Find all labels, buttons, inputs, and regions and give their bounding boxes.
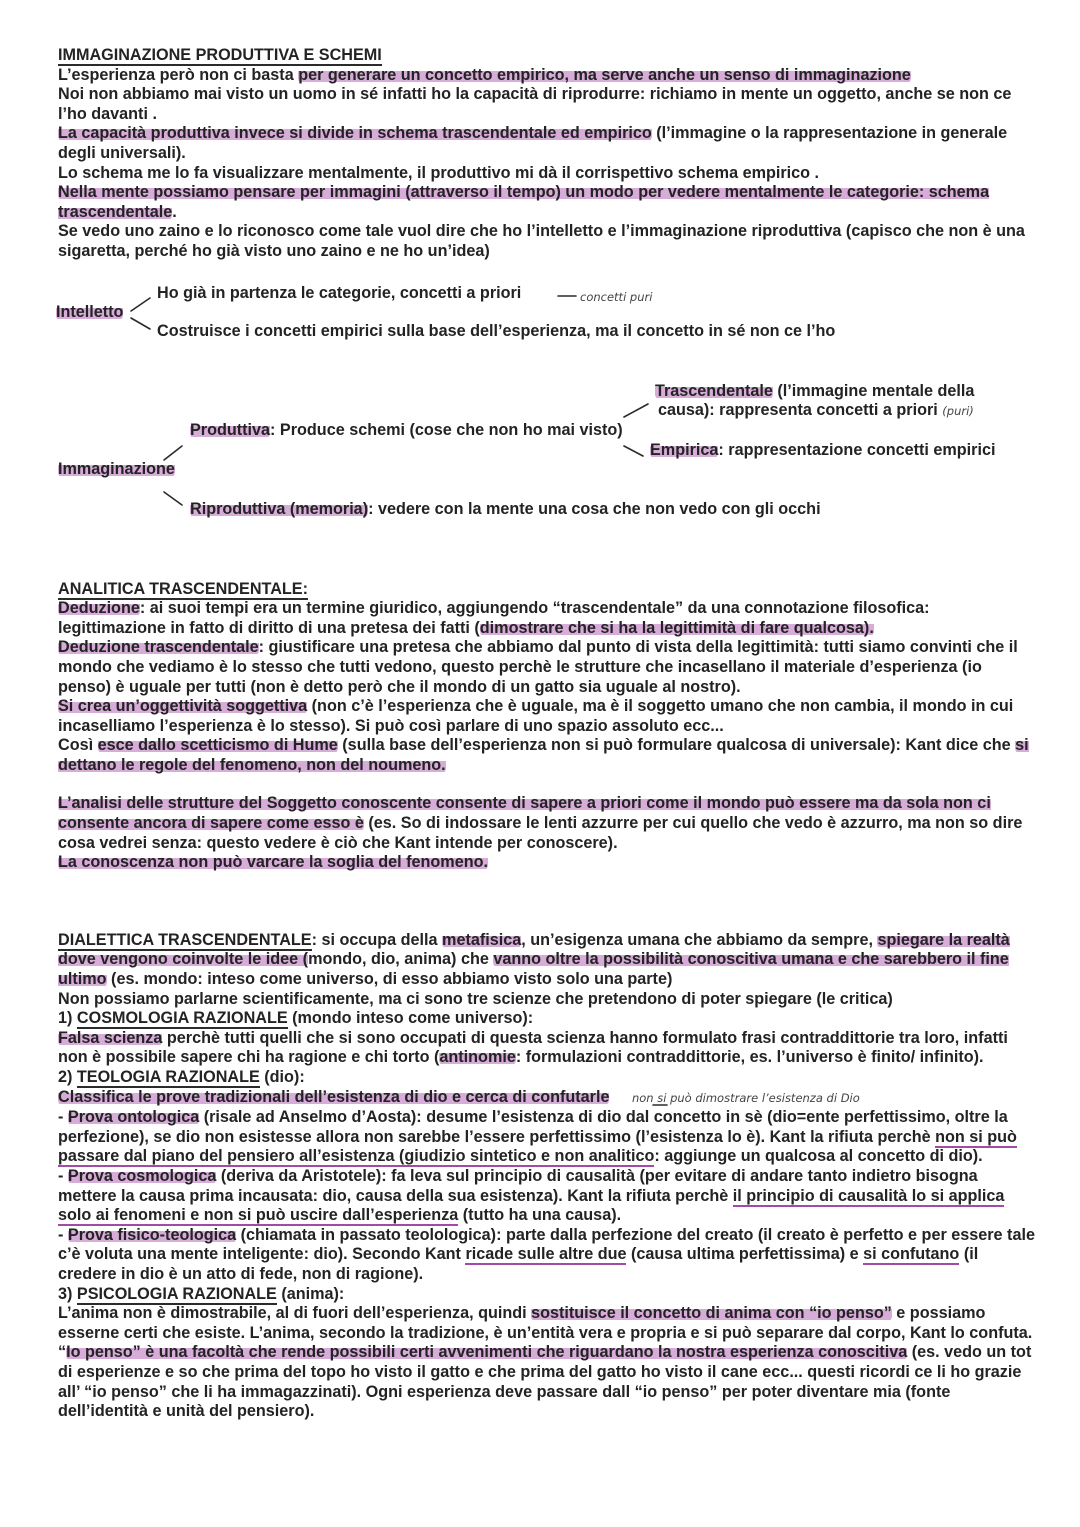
handwritten-note-dio: non si può dimostrare l’esistenza di Dio xyxy=(631,1090,860,1105)
diagram-immaginazione-root: Immaginazione xyxy=(58,460,175,478)
diagram-empirica: Empirica: rappresentazione concetti empirici xyxy=(650,441,996,459)
paragraph: Si crea un’oggettività soggettiva (non c’è l’esperienza che è uguale, ma è il soggetto umano che non cambia, il mondo in cui incaselliamo l’esperienza è lo stesso). Si può così parlare di uno spazio assoluto ecc... xyxy=(58,697,1014,735)
paragraph-prova-ontologica: - Prova ontologica (risale ad Anselmo d’Aosta): desume l’esistenza di dio dal concetto in sè (dio=ente perfettissimo, oltre la perfezione), se dio non esistesse allora non sarebbe l’essere perfettissimo (l’esistenza lo è). Kant la rifiuta perchè non si può passare dal piano del pensiero all’esistenza (giudizio sintetico e non analitico: aggiunge un qualcosa al concetto di dio). xyxy=(58,1108,1017,1166)
paragraph: L’esperienza però non ci basta per generare un concetto empirico, ma serve anche un senso di immaginazione xyxy=(58,65,911,84)
paragraph: La capacità produttiva invece si divide in schema trascendentale ed empirico (l’immagine o la rappresentazione in generale degli universali). xyxy=(58,124,1008,162)
paragraph: La conoscenza non può varcare la soglia del fenomeno. xyxy=(58,853,488,872)
section-title-analitica: ANALITICA TRASCENDENTALE: xyxy=(58,579,308,598)
paragraph: Non possiamo parlarne scientificamente, ma ci sono tre scienze che pretendono di poter spiegare (le critica) xyxy=(58,989,893,1008)
diagram-trascendentale-line-2: causa): rappresenta concetti a priori (puri) xyxy=(658,401,974,419)
paragraph: L’analisi delle strutture del Soggetto conoscente consente di sapere a priori come il mondo può essere ma da sola non ci consente ancora di sapere come esso è (es. So di indossare le lenti azzurre per cui quello che vedo è azzurro, ma non so dire cosa vedrei senza: questo vedere è ciò che Kant intende per conoscere). xyxy=(58,794,1023,852)
paragraph: Se vedo uno zaino e lo riconosco come tale vuol dire che ho l’intelletto e l’immaginazione riproduttiva (capisco che non è una sigaretta, perché ho già visto uno zaino e ne ho un’idea) xyxy=(58,222,1025,260)
diagram-trascendentale: Trascendentale (l’immagine mentale della xyxy=(655,382,975,400)
paragraph: Deduzione trascendentale: giustificare una pretesa che abbiamo dal punto di vista della legittimità: tutti siamo convinti che il mondo che vediamo è lo stesso che tutti vedono, questo perchè le strutture che incasellano il materiale d’esperienza (io penso) è uguale per tutti (non è detto però che il mondo di un gatto sia uguale al nostro). xyxy=(58,638,1018,696)
paragraph-dialettica-intro: DIALETTICA TRASCENDENTALE: si occupa della metafisica, un’esigenza umana che abbiamo da sempre, spiegare la realtà dove vengono coinvolte le idee (mondo, dio, anima) che vanno oltre la possibilità conoscitiva umana e che sarebbero il fine ultimo (es. mondo: inteso come universo, di esso abbiamo visto solo una parte) xyxy=(58,930,1010,989)
paragraph: Deduzione: ai suoi tempi era un termine giuridico, aggiungendo “trascendentale” da una connotazione filosofica: legittimazione in fatto di diritto di una pretesa dei fatti (dimostrare che si ha la legittimità di fare qualcosa). xyxy=(58,599,930,637)
subsection-psicologia: 3) PSICOLOGIA RAZIONALE (anima): xyxy=(58,1284,345,1303)
diagram-produttiva: Produttiva: Produce schemi (cose che non ho mai visto) xyxy=(190,421,623,439)
paragraph: Classifica le prove tradizionali dell’esistenza di dio e cerca di confutarle non si può dimostrare l’esistenza di Dio xyxy=(58,1087,860,1106)
diagram-riproduttiva: Riproduttiva (memoria): vedere con la mente una cosa che non vedo con gli occhi xyxy=(190,500,821,518)
handwritten-note-puri: (puri) xyxy=(942,404,974,418)
paragraph-prova-fisico-teologica: - Prova fisico-teologica (chiamata in passato teolologica): parte dalla perfezione del creato (il creato è perfetto e per essere tale c’è voluta una mente inteligente: dio). Secondo Kant ricade sulle altre due (causa ultima perfettissima) e si confutano (il credere in dio è un atto di fede, non di ragione). xyxy=(58,1225,1035,1283)
section-title-immaginazione: IMMAGINAZIONE PRODUTTIVA E SCHEMI xyxy=(58,46,382,64)
paragraph-prova-cosmologica: - Prova cosmologica (deriva da Aristotele): fa leva sul principio di causalità (per evitare di andare tanto indietro bisogna mettere la causa prima incausata: dio, causa della sua esistenza). Kant la rifiuta perchè il principio di causalità lo si applica solo ai fenomeni e non si può uscire dall’esperienza (tutto ha una causa). xyxy=(58,1166,1005,1225)
diagram-intelletto-root: Intelletto xyxy=(56,303,124,321)
section-title-dialettica: DIALETTICA TRASCENDENTALE xyxy=(58,930,312,949)
notes-page xyxy=(58,46,1038,1422)
diagram-intelletto-branch-2: Costruisce i concetti empirici sulla base dell’esperienza, ma il concetto in sé non ce l’ho xyxy=(157,322,836,340)
paragraph: Così esce dallo scetticismo di Hume (sulla base dell’esperienza non si può formulare qualcosa di universale): Kant dice che si dettano le regole del fenomeno, non del noumeno. xyxy=(58,736,1029,774)
paragraph: Lo schema me lo fa visualizzare mentalmente, il produttivo mi dà il corrispettivo schema empirico . xyxy=(58,163,820,182)
paragraph: L’anima non è dimostrabile, al di fuori dell’esperienza, quindi sostituisce il concetto di anima con “io penso” e possiamo esserne certi che esiste. L’anima, secondo la tradizione, è un’entità vera e propria e si può separare dal corpo, Kant lo confuta. “Io penso” è una facoltà che rende possibili certi avvenimenti che riguardano la nostra esperienza conoscitiva (es. vedo un tot di esperienze e so che prima del topo ho visto il gatto e che prima del gatto ho visto il cane ecc... questi ricordi ce li ho grazie all’ “io penso” che li ha immagazzinati). Ogni esperienza deve passare dall “io penso” per poter diventare mia (fonte dell’identità e unità del pensiero). xyxy=(58,1304,1033,1421)
subsection-teologia: 2) TEOLOGIA RAZIONALE (dio): xyxy=(58,1068,305,1086)
paragraph: Falsa scienza perchè tutti quelli che si sono occupati di questa scienza hanno formulato frasi contraddittorie tra loro, infatti non è possibile sapere chi ha ragione e chi torto (antinomie: formulazioni contraddittorie, es. l’universo è finito/ infinito). xyxy=(58,1028,1008,1067)
paragraph: Noi non abbiamo mai visto un uomo in sé infatti ho la capacità di riprodurre: richiamo in mente un oggetto, anche se non ce l’ho davanti . xyxy=(58,85,1012,123)
handwritten-note-concetti-puri: concetti puri xyxy=(580,290,653,304)
subsection-cosmologia: 1) COSMOLOGIA RAZIONALE (mondo inteso come universo): xyxy=(58,1009,534,1028)
paragraph: Nella mente possiamo pensare per immagini (attraverso il tempo) un modo per vedere mentalmente le categorie: schema trascendentale. xyxy=(58,183,990,221)
diagram-intelletto-branch-1: Ho già in partenza le categorie, concetti a priori xyxy=(157,284,522,302)
